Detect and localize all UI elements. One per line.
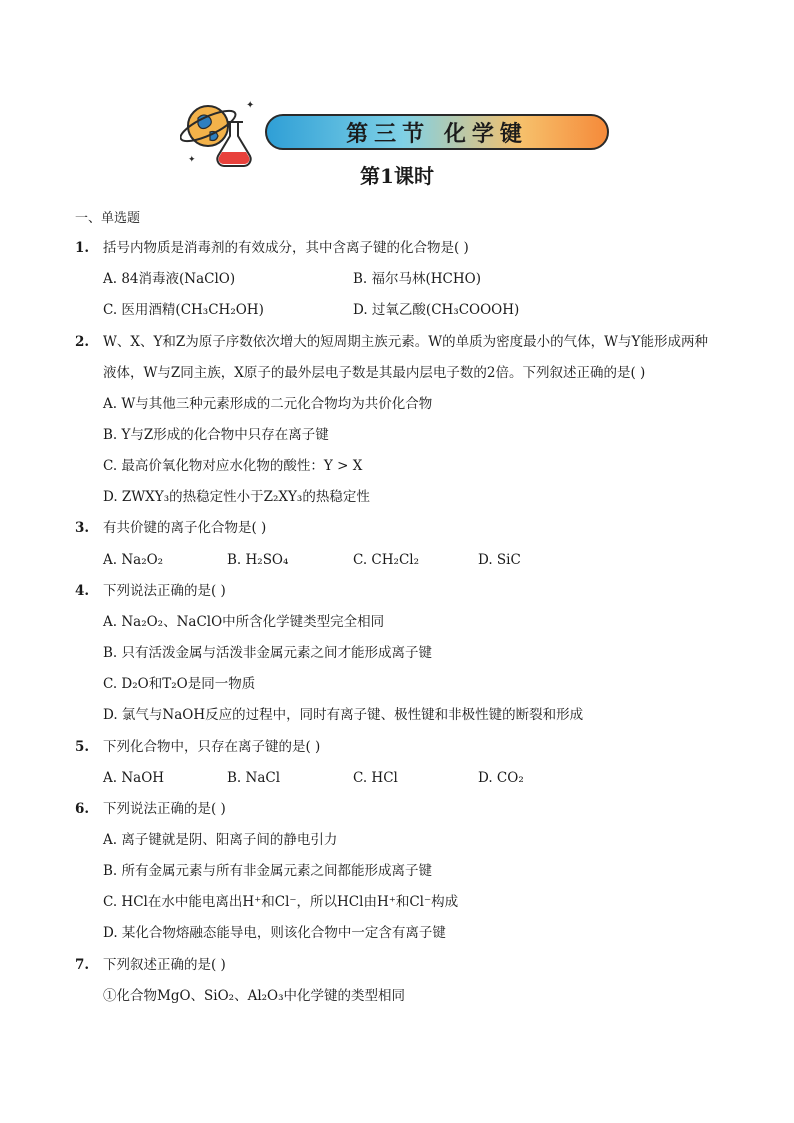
option-c: C. D₂O和T₂O是同一物质 — [103, 676, 256, 692]
option-c: C. HCl — [353, 770, 398, 786]
option-a: A. 84消毒液(NaClO) — [103, 271, 236, 287]
question-3: 3. 有共价键的离子化合物是( ) — [75, 520, 267, 536]
option-b: B. 只有活泼金属与活泼非金属元素之间才能形成离子键 — [103, 645, 433, 661]
option-a: A. 离子键就是阴、阳离子间的静电引力 — [103, 832, 338, 848]
question-stem: 下列说法正确的是( ) — [103, 801, 226, 817]
question-4: 4. 下列说法正确的是( ) — [75, 583, 226, 599]
question-stem: 下列说法正确的是( ) — [103, 583, 226, 599]
statement-1: ①化合物MgO、SiO₂、Al₂O₃中化学键的类型相同 — [103, 988, 406, 1004]
option-c: C. 医用酒精(CH₃CH₂OH) — [103, 302, 264, 318]
option-a: A. Na₂O₂ — [103, 552, 164, 568]
option-d: D. ZWXY₃的热稳定性小于Z₂XY₃的热稳定性 — [103, 489, 370, 505]
question-stem: W、X、Y和Z为原子序数依次增大的短周期主族元素。W的单质为密度最小的气体，W与Y能形成两种 — [103, 334, 708, 350]
question-6: 6. 下列说法正确的是( ) — [75, 801, 226, 817]
question-2: 2. W、X、Y和Z为原子序数依次增大的短周期主族元素。W的单质为密度最小的气体，W与Y能形成两种 — [75, 334, 708, 350]
option-d: D. 氯气与NaOH反应的过程中，同时有离子键、极性键和非极性键的断裂和形成 — [103, 707, 584, 723]
svg-text:✦: ✦ — [246, 100, 255, 111]
question-stem: 有共价键的离子化合物是( ) — [103, 520, 267, 536]
option-c: C. HCl在水中能电离出H⁺和Cl⁻，所以HCl由H⁺和Cl⁻构成 — [103, 894, 459, 910]
option-b: B. NaCl — [227, 770, 281, 786]
svg-text:✦: ✦ — [188, 155, 196, 165]
option-d: D. 过氧乙酸(CH₃COOOH) — [353, 302, 520, 318]
option-b: B. Y与Z形成的化合物中只存在离子键 — [103, 427, 329, 443]
question-1: 1. 括号内物质是消毒剂的有效成分，其中含离子键的化合物是( ) — [75, 240, 469, 256]
question-5: 5. 下列化合物中，只存在离子键的是( ) — [75, 739, 321, 755]
option-a: A. Na₂O₂、NaClO中所含化学键类型完全相同 — [103, 614, 385, 630]
section-heading: 一、单选题 — [75, 211, 141, 226]
option-b: B. 所有金属元素与所有非金属元素之间都能形成离子键 — [103, 863, 433, 879]
option-b: B. H₂SO₄ — [227, 552, 289, 568]
option-d: D. CO₂ — [478, 770, 524, 786]
option-c: C. CH₂Cl₂ — [353, 552, 420, 568]
question-stem: 下列化合物中，只存在离子键的是( ) — [103, 739, 321, 755]
question-7: 7. 下列叙述正确的是( ) — [75, 957, 226, 973]
option-d: D. SiC — [478, 552, 521, 568]
option-b: B. 福尔马林(HCHO) — [353, 271, 481, 287]
option-a: A. NaOH — [103, 770, 165, 786]
title-banner — [265, 114, 609, 150]
option-c: C. 最高价氧化物对应水化物的酸性：Y > X — [103, 458, 363, 474]
question-stem: 下列叙述正确的是( ) — [103, 957, 226, 973]
question-stem-continued: 液体，W与Z同主族，X原子的最外层电子数是其最内层电子数的2倍。下列叙述正确的是( ) — [103, 365, 646, 381]
page-title: 第三节 化学键 — [346, 120, 528, 147]
option-a: A. W与其他三种元素形成的二元化合物均为共价化合物 — [103, 396, 433, 412]
lesson-subtitle: 第1课时 — [360, 164, 434, 188]
question-stem: 括号内物质是消毒剂的有效成分，其中含离子键的化合物是( ) — [103, 240, 469, 256]
science-logo-icon — [180, 96, 260, 168]
option-d: D. 某化合物熔融态能导电，则该化合物中一定含有离子键 — [103, 925, 446, 941]
